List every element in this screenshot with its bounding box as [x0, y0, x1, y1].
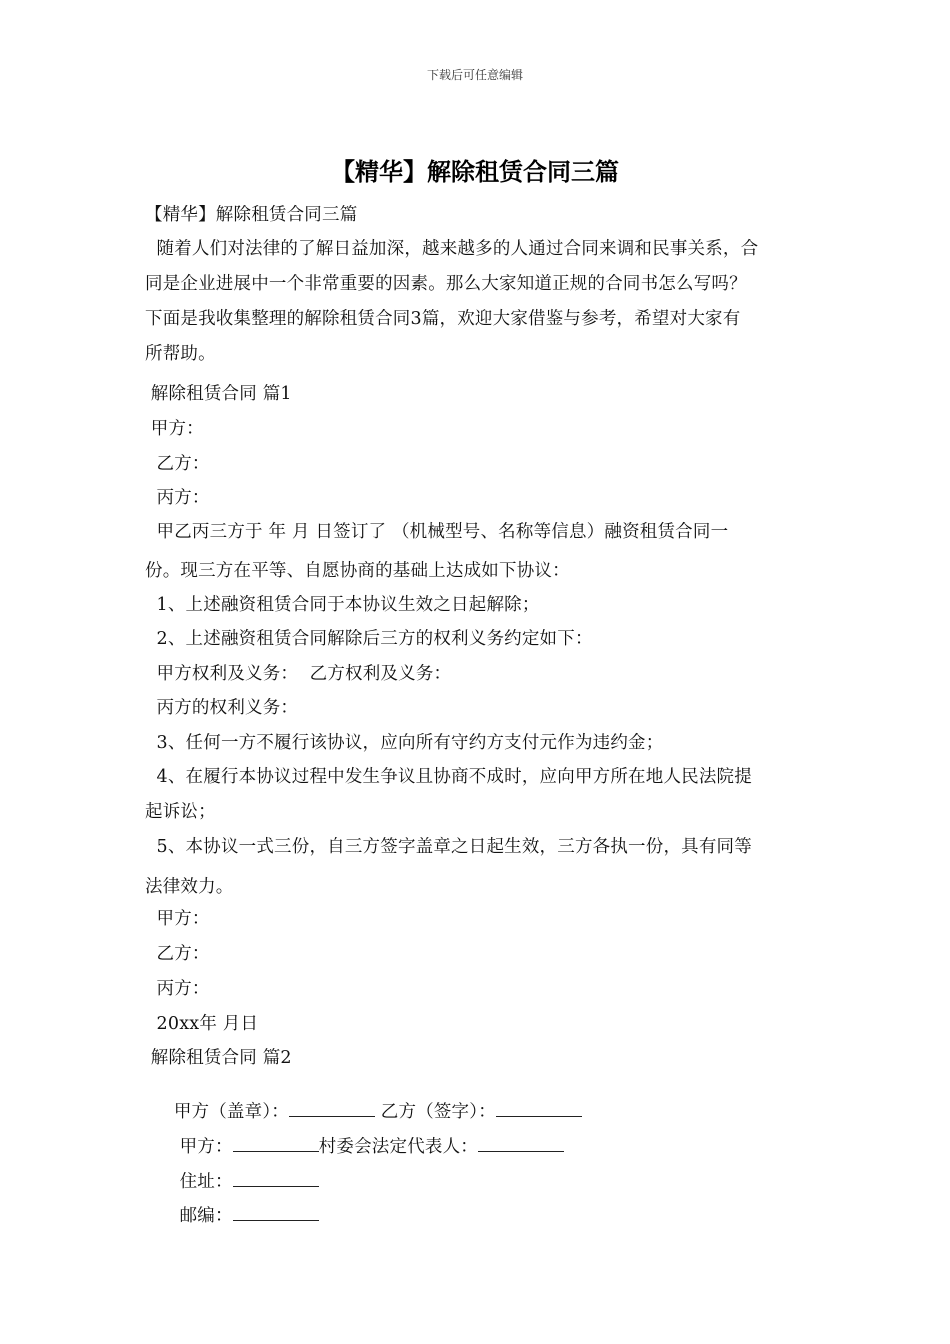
text-line: 甲方：: [145, 419, 204, 439]
text-line: 丙方的权利义务：: [145, 698, 299, 718]
text-line: 所帮助。: [145, 344, 216, 364]
text-line: 同是企业进展中一个非常重要的因素。那么大家知道正规的合同书怎么写吗？: [145, 274, 747, 294]
text-line: 【精华】解除租赁合同三篇: [145, 205, 358, 225]
text-line: 甲方权利及义务： 乙方权利及义务：: [145, 664, 452, 684]
text-line: 甲方：: [145, 909, 210, 929]
form-label-party-b-sign: 乙方（签字）：: [374, 1102, 496, 1122]
text-line: 20xx年 月日: [145, 1014, 259, 1034]
text-line: 1、上述融资租赁合同于本协议生效之日起解除；: [145, 595, 540, 615]
text-line: 5、本协议一式三份，自三方签字盖章之日起生效，三方各执一份，具有同等: [145, 837, 752, 857]
text-line: 3、任何一方不履行该协议，应向所有守约方支付元作为违约金；: [145, 733, 664, 753]
text-line: 甲乙丙三方于 年 月 日签订了 （机械型号、名称等信息）融资租赁合同一: [145, 522, 729, 542]
text-line: 丙方：: [145, 488, 210, 508]
text-line: 随着人们对法律的了解日益加深，越来越多的人通过合同来调和民事关系，合: [145, 239, 759, 259]
form-label-party-a-seal: 甲方（盖章）：: [168, 1102, 289, 1122]
text-line: 2、上述融资租赁合同解除后三方的权利义务约定如下：: [145, 629, 593, 649]
header-note: 下载后可任意编辑: [426, 68, 523, 82]
text-line: 4、在履行本协议过程中发生争议且协商不成时，应向甲方所在地人民法院提: [145, 767, 752, 787]
document-title: 【精华】解除租赁合同三篇: [331, 158, 619, 186]
text-line: 解除租赁合同 篇2: [145, 1048, 292, 1068]
text-line: 乙方：: [145, 454, 210, 474]
form-label-postcode: 邮编：: [168, 1206, 233, 1226]
text-line: 起诉讼；: [145, 802, 216, 822]
blank-line: [233, 1204, 319, 1221]
text-line: 份。现三方在平等、自愿协商的基础上达成如下协议：: [145, 561, 570, 581]
form-label-legal-rep: 村委会法定代表人：: [318, 1137, 479, 1157]
text-line: 下面是我收集整理的解除租赁合同3篇，欢迎大家借鉴与参考，希望对大家有: [145, 309, 741, 329]
text-line: 法律效力。: [145, 877, 234, 897]
text-line: 乙方：: [145, 944, 210, 964]
text-line: 解除租赁合同 篇1: [145, 384, 292, 404]
text-line: 丙方：: [145, 979, 210, 999]
form-label-party-a: 甲方：: [168, 1137, 233, 1157]
blank-line: [478, 1135, 564, 1152]
form-row-postcode: [145, 1182, 319, 1247]
form-label-address: 住址：: [168, 1172, 233, 1192]
